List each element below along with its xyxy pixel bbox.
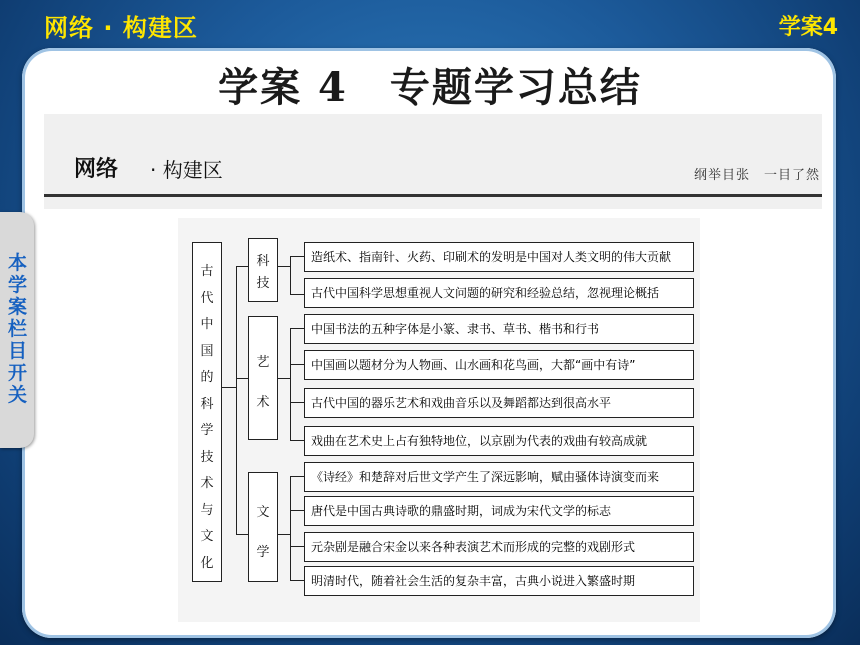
- leaf-connector: [290, 580, 304, 581]
- section-label: 网络 · 构建区: [44, 14, 198, 42]
- section-toggle-tab[interactable]: [0, 212, 34, 448]
- leaf-item: 中国画以题材分为人物画、山水画和花鸟画，大都“画中有诗”: [304, 350, 694, 380]
- leaf-item: 造纸术、指南针、火药、印刷术的发明是中国对人类文明的伟大贡献: [304, 242, 694, 272]
- category-connector: [236, 266, 248, 267]
- branch-connector: [278, 266, 290, 267]
- leaf-item: 古代中国科学思想重视人文问题的研究和经验总结，忽视理论概括: [304, 278, 694, 308]
- section-banner-bar: [44, 150, 822, 197]
- leaf-connector: [290, 294, 304, 295]
- section-toggle-label: 本学案栏目开关: [8, 252, 28, 406]
- branch-line: [290, 256, 291, 294]
- section-banner: [44, 114, 822, 209]
- leaf-connector: [290, 476, 304, 477]
- category-literature: [248, 472, 278, 582]
- leaf-item: 元杂剧是融合宋金以来各种表演艺术而形成的完整的戏剧形式: [304, 532, 694, 562]
- leaf-item: 唐代是中国古典诗歌的鼎盛时期，词成为宋代文学的标志: [304, 496, 694, 526]
- leaf-item: 明清时代，随着社会生活的复杂丰富，古典小说进入繁盛时期: [304, 566, 694, 596]
- banner-title-rest: · 构建区: [150, 158, 223, 182]
- leaf-connector: [290, 402, 304, 403]
- banner-tagline: 纲举目张 一目了然: [693, 168, 820, 183]
- root-node-label: 古代中国的科学技术与文化: [200, 264, 214, 571]
- branch-line: [290, 476, 291, 580]
- banner-title-bold: 网络: [74, 157, 119, 182]
- leaf-connector: [290, 328, 304, 329]
- leaf-item: 古代中国的器乐艺术和戏曲音乐以及舞蹈都达到很高水平: [304, 388, 694, 418]
- leaf-item: 戏曲在艺术史上占有独特地位，以京剧为代表的戏曲有较高成就: [304, 426, 694, 456]
- root-node: [192, 242, 222, 582]
- leaf-item: 中国书法的五种字体是小篆、隶书、草书、楷书和行书: [304, 314, 694, 344]
- leaf-connector: [290, 546, 304, 547]
- leaf-connector: [290, 364, 304, 365]
- category-tech-label: 科技: [256, 254, 270, 291]
- category-literature-label: 文学: [256, 505, 270, 560]
- branch-connector: [278, 378, 290, 379]
- leaf-item: 《诗经》和楚辞对后世文学产生了深远影响，赋由骚体诗演变而来: [304, 462, 694, 492]
- branch-connector: [278, 534, 290, 535]
- root-connector: [222, 387, 236, 388]
- leaf-connector: [290, 256, 304, 257]
- leaf-connector: [290, 440, 304, 441]
- concept-map: [178, 218, 700, 622]
- category-art: [248, 316, 278, 440]
- page-title: 学案 4 专题学习总结: [218, 64, 642, 111]
- leaf-connector: [290, 510, 304, 511]
- category-connector: [236, 378, 248, 379]
- branch-line: [290, 328, 291, 440]
- category-connector: [236, 534, 248, 535]
- root-trunk: [236, 266, 237, 534]
- category-art-label: 艺术: [256, 355, 270, 410]
- lesson-label: 学案4: [778, 15, 838, 40]
- category-tech: [248, 238, 278, 302]
